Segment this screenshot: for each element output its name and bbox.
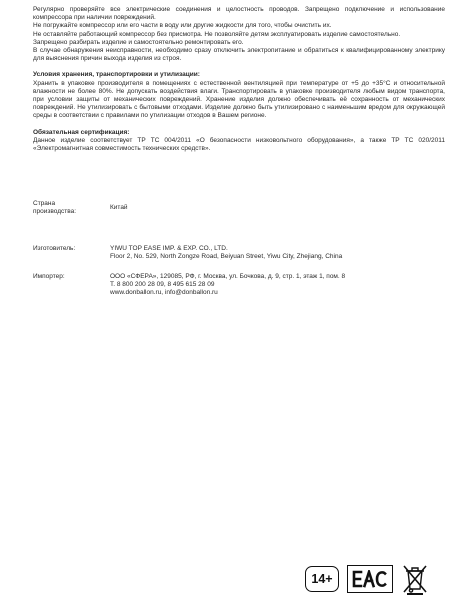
manufacturer-address: Floor 2, No. 529, North Zongze Road, Beiyuan Street, Yiwu City, Zhejiang, China bbox=[110, 253, 343, 261]
crossed-bin-icon bbox=[401, 563, 429, 595]
eac-mark-icon bbox=[347, 565, 393, 593]
certification-marks bbox=[305, 563, 429, 595]
intro-line-1: Регулярно проверяйте все электрические соединения и целостность проводов. Запрещено подключение и использование компрессора при наличии повреждений. bbox=[33, 6, 445, 22]
age-rating-badge bbox=[305, 566, 339, 592]
importer-label: Импортер: bbox=[33, 273, 65, 280]
document-page bbox=[33, 6, 445, 153]
country-row bbox=[33, 200, 445, 218]
manufacturer-name: YIWU TOP EASE IMP. & EXP. CO., LTD. bbox=[110, 245, 228, 252]
importer-phones: Т. 8 800 200 28 09, 8 495 615 28 09 bbox=[110, 281, 215, 289]
storage-body: Хранить в упаковке производителя в помещениях с естественной вентиляцией при температуре от +5 до +35°С и относительной влажности не более 80%. Не допускать воздействия влаги. Транспортировать в упаковке производителя любым видом транспорта, при условии защиты от механических повреждений. Хранение изделия должно обеспечивать её сохранность от механических повреждений. Не утилизировать с бытовыми отходами. Изделие должно быть утилизировано с наименьшим вредом для окружающей среды в соответствии с правилами по утилизации отходов в Вашем регионе. bbox=[33, 79, 445, 120]
country-label-line1: Страна bbox=[33, 200, 56, 207]
importer-row bbox=[33, 273, 445, 299]
importer-contacts: www.donballon.ru, info@donballon.ru bbox=[110, 289, 218, 297]
manufacturer-row bbox=[33, 245, 445, 263]
certification-body: Данное изделие соответствует ТР ТС 004/2011 «О безопасности низковольтного оборудования», а также ТР ТС 020/2011 «Электромагнитная совместимость технических средств». bbox=[33, 136, 445, 153]
intro-line-5: В случае обнаружения неисправности, необходимо сразу отключить электропитание и обратиться к квалифицированному электрику для выяснения причин выхода изделия из строя. bbox=[33, 47, 445, 63]
age-rating-text: 14+ bbox=[311, 572, 333, 586]
country-label-line2: производства: bbox=[33, 208, 77, 216]
manufacturer-label: Изготовитель: bbox=[33, 245, 76, 252]
importer-address: ООО «СФЕРА», 129085, РФ, г. Москва, ул. Бочкова, д. 9, стр. 1, этаж 1, пом. 8 bbox=[110, 273, 346, 280]
intro-line-3: Не оставляйте работающий компрессор без присмотра. Не позволяйте детям эксплуатировать изделие самостоятельно. bbox=[33, 30, 401, 38]
intro-line-4: Запрещено разбирать изделие и самостоятельно ремонтировать его. bbox=[33, 38, 244, 46]
country-value: Китай bbox=[110, 204, 128, 211]
storage-heading: Условия хранения, транспортировки и утилизации: bbox=[33, 71, 200, 79]
certification-heading: Обязательная сертификация: bbox=[33, 128, 130, 136]
intro-line-2: Не погружайте компрессор или его части в воду или другие жидкости для того, чтобы очистить их. bbox=[33, 22, 332, 30]
eac-mark-glyph bbox=[352, 570, 388, 588]
